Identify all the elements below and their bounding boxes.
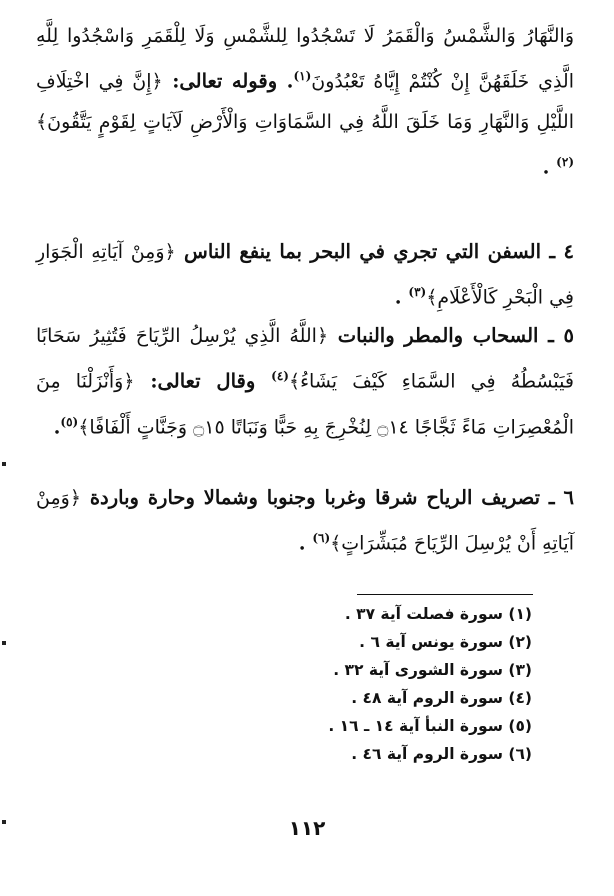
- lead-text: ٦ ـ تصريف الرياح شرقا وغربا وجنوبا وشمالا وحارة وباردة: [80, 486, 574, 509]
- footnote-item: (٣) سورة الشورى آية ٣٢ .: [333, 661, 532, 679]
- footnote-separator: [357, 594, 533, 595]
- paragraph-verses-1: [36, 16, 574, 187]
- lead-text: . وقوله تعالى:: [162, 69, 294, 93]
- quran-verse: ﴿إِنَّ فِي اخْتِلَافِ اللَّيْلِ وَالنَّهَارِ وَمَا خَلَقَ اللَّهُ فِي السَّمَاوَاتِ وَالْأَرْضِ لَآيَاتٍ لِقَوْمٍ يَتَّقُونَ﴾: [36, 70, 574, 133]
- footnote-ref: (٥): [60, 414, 79, 429]
- page-number: ١١٢: [288, 816, 326, 840]
- quran-verse: وَالنَّهَارُ وَالشَّمْسُ وَالْقَمَرُ لَا تَسْجُدُوا لِلشَّمْسِ وَلَا لِلْقَمَرِ وَاسْجُدُوا لِلَّهِ الَّذِي خَلَقَهُنَّ إِنْ كُنْتُمْ إِيَّاهُ تَعْبُدُونَ: [36, 25, 574, 93]
- paragraph-winds: [36, 478, 574, 564]
- tail-text: .: [298, 531, 313, 555]
- footnotes-list: [232, 600, 532, 768]
- tail-text: .: [53, 415, 61, 438]
- paragraph-clouds-rain: [36, 316, 574, 447]
- quran-verse: ﴿وَأَنْزَلْنَا مِنَ الْمُعْصِرَاتِ مَاءً ثَجَّاجًا ۝١٤ لِنُخْرِجَ بِهِ حَبًّا وَنَبَاتًا ۝١٥ وَجَنَّاتٍ أَلْفَافًا﴾: [36, 370, 574, 438]
- footnote-ref: (٣): [408, 285, 427, 299]
- quran-verse: ﴿اللَّهُ الَّذِي يُرْسِلُ الرِّيَاحَ فَتُثِيرُ سَحَابًا فَيَبْسُطُهُ فِي السَّمَاءِ كَيْفَ يَشَاءُ﴾: [36, 325, 574, 393]
- paragraph-ships: [36, 232, 574, 318]
- lead-text: ٤ ـ السفن التي تجري في البحر بما ينفع الناس: [175, 240, 574, 263]
- footnote-ref: (٦): [312, 531, 331, 545]
- lead-text: وقال تعالى:: [134, 369, 272, 393]
- tail-text: .: [394, 285, 409, 309]
- footnote-item: (١) سورة فصلت آية ٣٧ .: [344, 605, 532, 623]
- footnote-item: (٤) سورة الروم آية ٤٨ .: [351, 689, 532, 707]
- footnote-ref: (٤): [271, 369, 289, 383]
- scan-edge-mark: [2, 641, 6, 645]
- scan-edge-mark: [2, 462, 6, 466]
- lead-text: ٥ ـ السحاب والمطر والنبات: [328, 324, 575, 347]
- quran-verse: ﴿وَمِنْ آيَاتِهِ أَنْ يُرْسِلَ الرِّيَاحَ مُبَشِّرَاتٍ﴾: [36, 487, 574, 555]
- tail-text: .: [542, 155, 557, 178]
- footnote-item: (٥) سورة النبأ آية ١٤ ـ ١٦ .: [328, 717, 532, 735]
- quran-verse: ﴿وَمِنْ آيَاتِهِ الْجَوَارِ فِي الْبَحْرِ كَالْأَعْلَامِ﴾: [36, 241, 574, 309]
- footnote-item: (٦) سورة الروم آية ٤٦ .: [351, 745, 532, 763]
- footnote-item: (٢) سورة يونس آية ٦ .: [359, 633, 532, 651]
- scan-edge-mark: [2, 820, 6, 824]
- footnote-ref: (١): [293, 69, 312, 83]
- footnote-ref: (٢): [556, 154, 574, 169]
